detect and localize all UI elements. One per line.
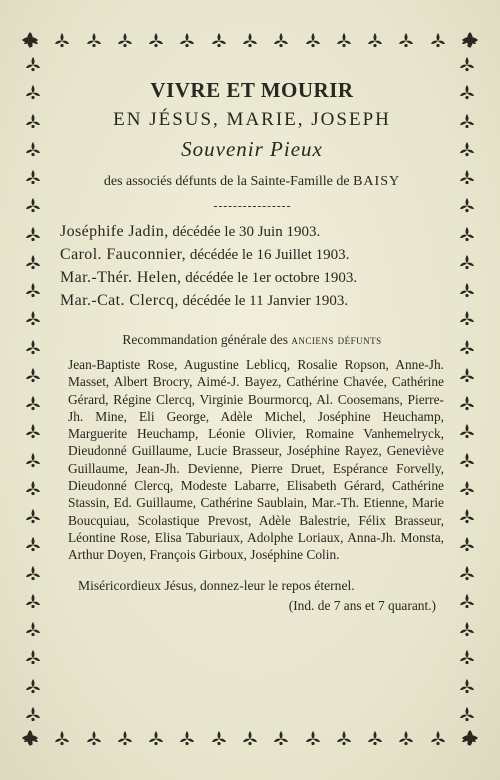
fleuron-icon <box>22 730 40 748</box>
fleuron-icon <box>429 32 447 50</box>
death-date: décédée le 1er octobre 1903. <box>185 270 358 286</box>
fleuron-icon <box>210 730 228 748</box>
fleuron-icon <box>24 508 42 526</box>
fleuron-icon <box>53 730 71 748</box>
fleuron-icon <box>210 32 228 50</box>
fleuron-icon <box>116 32 134 50</box>
fleuron-icon <box>22 32 40 50</box>
fleuron-icon <box>241 730 259 748</box>
fleuron-icon <box>335 32 353 50</box>
fleuron-icon <box>304 730 322 748</box>
fleuron-icon <box>458 423 476 441</box>
fleuron-icon <box>24 706 42 724</box>
fleuron-icon <box>24 367 42 385</box>
fleuron-icon <box>24 395 42 413</box>
death-date: décédée le 11 Janvier 1903. <box>182 293 349 309</box>
fleuron-icon <box>24 621 42 639</box>
fleuron-icon <box>458 169 476 187</box>
fleuron-icon <box>24 197 42 215</box>
fleuron-icon <box>458 565 476 583</box>
subtitle <box>60 174 444 190</box>
fleuron-icon <box>458 649 476 667</box>
fleuron-icon <box>24 452 42 470</box>
fleuron-icon <box>272 730 290 748</box>
place-name: BAISY <box>353 174 401 189</box>
fleuron-icon <box>335 730 353 748</box>
card-content <box>60 78 444 614</box>
title-vivre-et-mourir: VIVRE ET MOURIR <box>150 78 354 102</box>
names-paragraph: Jean-Baptiste Rose, Augustine Leblicq, Rosalie Ropson, Anne-Jh. Masset, Albert Brocry, Aimé-J. Bayez, Cathérine Chavée, Cathérine Gérard, Régine Clercq, Virginie Bourmorcq, Al. Coosemans, Pierre-Jh. Mine, Eli George, Adèle Michel, Joséphine Heuchamp, Marguerite Heuchamp, Léonie Olivier, Romaine Vanhemelryck, Dieudonné Guillaume, Lucie Brasseur, Joséphine Rayez, Geneviève Guillaume, Jean-Jh. Devienne, Pierre Druet, Espérance Forvelly, Dieudonné Clercq, Modeste Labarre, Elisabeth Gérard, Cathérine Stassin, Ed. Guillaume, Cathérine Saublain, Mar.-Th. Etienne, Marie Boucquiau, Scolastique Prevost, Adèle Balestrie, Félix Brasseur, Léontine Rose, Elisa Taburiaux, Adolphe Loriaux, Anna-Jh. Monsta, Arthur Doyen, François Girboux, Joséphine Colin. <box>68 357 444 563</box>
fleuron-icon <box>24 310 42 328</box>
fleuron-icon <box>366 730 384 748</box>
fleuron-icon <box>304 32 322 50</box>
fleuron-icon <box>24 536 42 554</box>
fleuron-icon <box>85 730 103 748</box>
death-entry <box>60 223 444 241</box>
fleuron-icon <box>458 197 476 215</box>
divider-rule <box>214 206 290 207</box>
fleuron-icon <box>458 310 476 328</box>
fleuron-icon <box>24 84 42 102</box>
fleuron-icon <box>24 565 42 583</box>
fleuron-icon <box>458 254 476 272</box>
fleuron-icon <box>458 113 476 131</box>
fleuron-icon <box>24 113 42 131</box>
subtitle-text: des associés défunts de la Sainte-Famille de <box>103 174 350 189</box>
fleuron-icon <box>458 508 476 526</box>
fleuron-icon <box>458 56 476 74</box>
fleuron-icon <box>24 254 42 272</box>
fleuron-icon <box>147 32 165 50</box>
fleuron-icon <box>24 282 42 300</box>
fleuron-icon <box>24 169 42 187</box>
fleuron-icon <box>24 649 42 667</box>
recommendation-heading <box>60 332 444 348</box>
death-name: Joséphife Jadin, <box>60 223 169 240</box>
fleuron-icon <box>24 480 42 498</box>
fleuron-icon <box>272 32 290 50</box>
fleuron-icon <box>397 730 415 748</box>
fleuron-icon <box>24 141 42 159</box>
fleuron-icon <box>24 56 42 74</box>
death-name: Carol. Fauconnier, <box>60 246 187 263</box>
fleuron-icon <box>458 141 476 159</box>
fleuron-icon <box>458 226 476 244</box>
fleuron-icon <box>458 536 476 554</box>
fleuron-icon <box>24 339 42 357</box>
border-top <box>22 30 478 52</box>
fleuron-icon <box>178 730 196 748</box>
fleuron-icon <box>458 678 476 696</box>
fleuron-icon <box>460 32 478 50</box>
indulgence-note: (Ind. de 7 ans et 7 quarant.) <box>288 597 436 613</box>
death-date: décédée le 16 Juillet 1903. <box>189 247 350 263</box>
fleuron-icon <box>458 84 476 102</box>
fleuron-icon <box>458 395 476 413</box>
fleuron-icon <box>53 32 71 50</box>
fleuron-icon <box>24 423 42 441</box>
fleuron-icon <box>458 452 476 470</box>
death-date: décédée le 30 Juin 1903. <box>172 224 321 240</box>
death-entry <box>60 269 444 287</box>
border-left <box>22 56 44 724</box>
fleuron-icon <box>458 367 476 385</box>
title-souvenir-pieux: Souvenir Pieux <box>181 137 323 161</box>
fleuron-icon <box>147 730 165 748</box>
border-right <box>456 56 478 724</box>
fleuron-icon <box>429 730 447 748</box>
fleuron-icon <box>458 480 476 498</box>
fleuron-icon <box>24 593 42 611</box>
fleuron-icon <box>241 32 259 50</box>
title-jesus-marie-joseph: EN JÉSUS, MARIE, JOSEPH <box>113 109 391 130</box>
deaths-list <box>60 223 444 310</box>
prayer-line: Miséricordieux Jésus, donnez-leur le repos éternel. <box>78 577 355 593</box>
fleuron-icon <box>366 32 384 50</box>
fleuron-icon <box>24 226 42 244</box>
recommendation-emphasis: anciens défunts <box>291 332 382 347</box>
fleuron-icon <box>458 621 476 639</box>
fleuron-icon <box>458 706 476 724</box>
fleuron-icon <box>85 32 103 50</box>
death-entry <box>60 292 444 310</box>
death-entry <box>60 246 444 264</box>
fleuron-icon <box>458 282 476 300</box>
fleuron-icon <box>460 730 478 748</box>
fleuron-icon <box>458 339 476 357</box>
border-bottom <box>22 728 478 750</box>
fleuron-icon <box>24 678 42 696</box>
recommendation-text: Recommandation générale des <box>122 332 289 347</box>
fleuron-icon <box>397 32 415 50</box>
fleuron-icon <box>178 32 196 50</box>
death-name: Mar.-Cat. Clercq, <box>60 292 179 309</box>
fleuron-icon <box>458 593 476 611</box>
death-name: Mar.-Thér. Helen, <box>60 269 182 286</box>
fleuron-icon <box>116 730 134 748</box>
